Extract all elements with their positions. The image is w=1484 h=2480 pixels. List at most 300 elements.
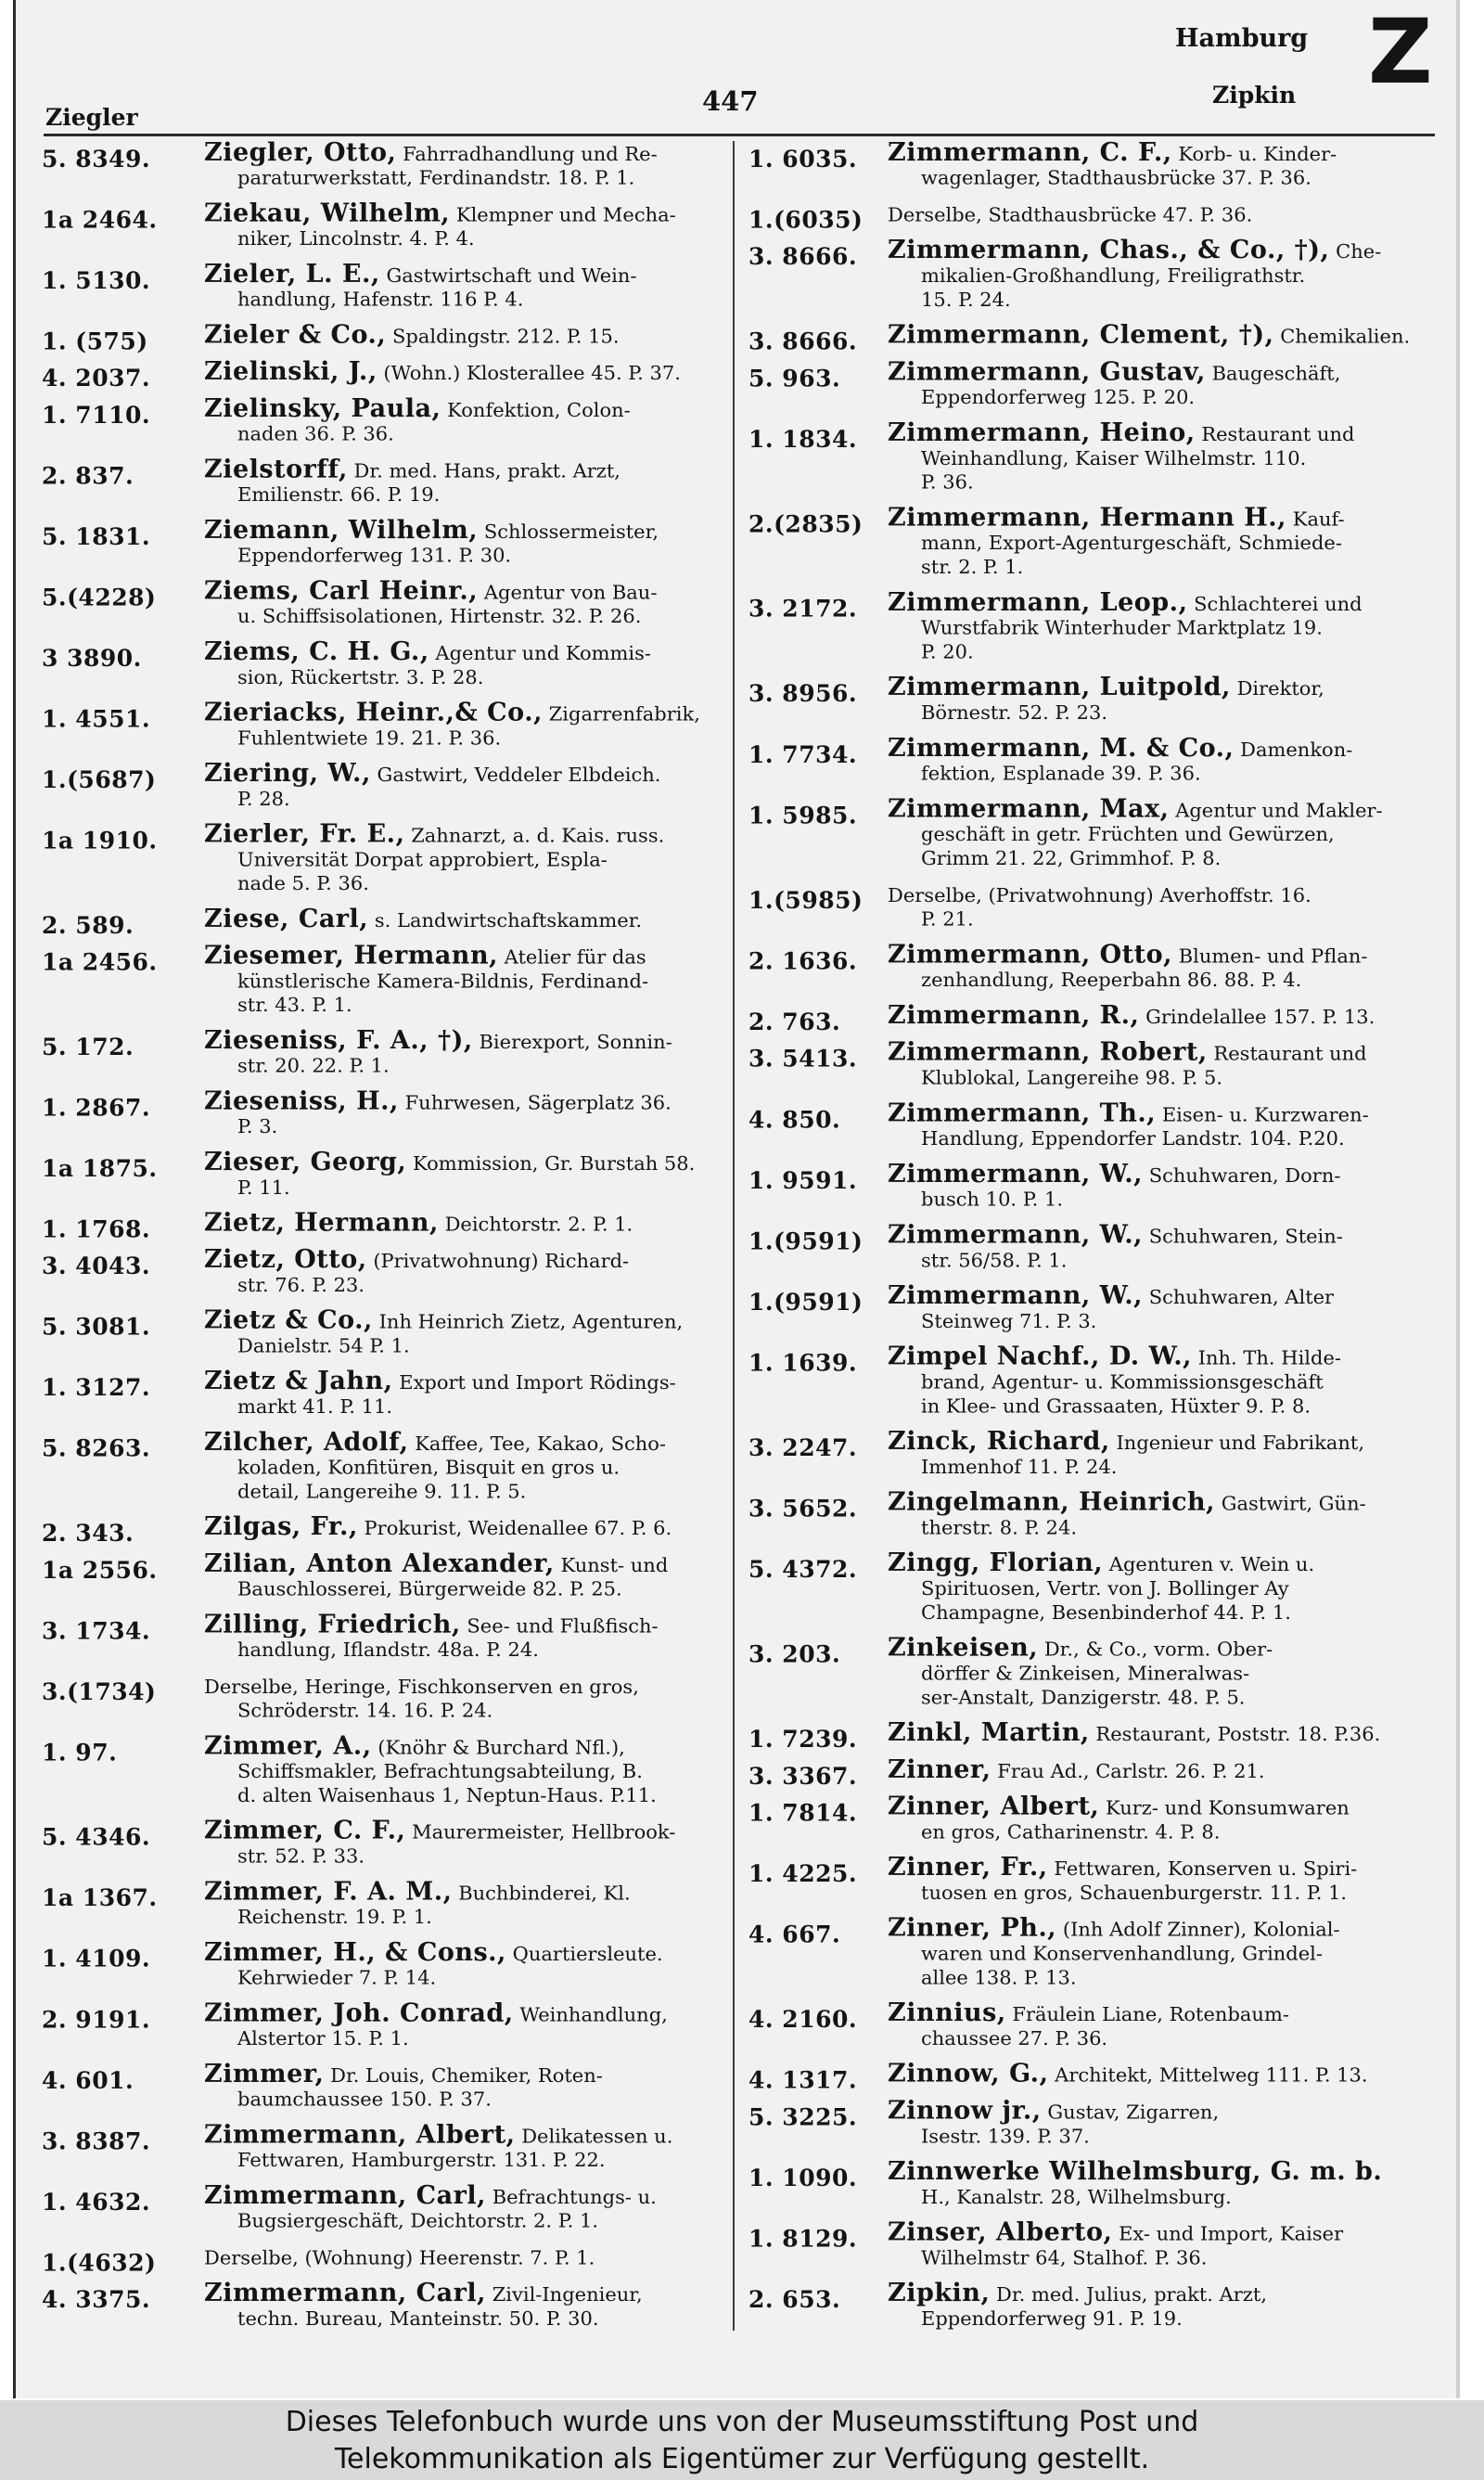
phone-number: 1. 1639. <box>748 1349 858 1377</box>
phone-number: 1. 2867. <box>42 1094 151 1122</box>
right-column <box>748 141 1442 2331</box>
entry-detail: Agenturen v. Wein u. <box>1108 1553 1315 1576</box>
entry-detail: Che- <box>1336 240 1382 263</box>
entry-detail: Schuhwaren, Alter <box>1148 1286 1335 1309</box>
directory-entry <box>42 1515 726 1548</box>
entry-continuation: paraturwerkstatt, Ferdinandstr. 18. P. 1. <box>237 166 635 189</box>
entry-detail: Damenkon- <box>1240 738 1353 761</box>
phone-number: 4. 1317. <box>748 2066 858 2094</box>
entry-detail: Gastwirtschaft und Wein- <box>386 264 637 287</box>
subscriber-name: Zietz, Otto, <box>204 1248 367 1274</box>
phone-number: 2. 837. <box>42 462 134 490</box>
entry-continuation: str. 20. 22. P. 1. <box>237 1054 390 1077</box>
entry-detail: (Privatwohnung) Richard- <box>373 1250 630 1273</box>
entry-continuation: fektion, Esplanade 39. P. 36. <box>921 762 1201 785</box>
directory-entry <box>42 2184 726 2233</box>
subscriber-name: Zimmer, H., & Cons., <box>204 1940 506 1966</box>
directory-entry <box>42 1211 726 1243</box>
phone-number: 4. 667. <box>748 1921 841 1948</box>
entry-continuation: P. 20. <box>921 640 974 663</box>
entry-detail: Gastwirt, Gün- <box>1221 1492 1366 1515</box>
entry-detail: Gustav, Zigarren, <box>1047 2101 1220 2124</box>
entry-detail: s. Landwirtschaftskammer. <box>374 908 643 932</box>
phone-number: 2. 589. <box>42 911 134 939</box>
directory-entry <box>42 1819 726 1869</box>
entry-detail: Direktor, <box>1236 677 1324 700</box>
entry-detail: Prokurist, Weidenallee 67. P. 6. <box>364 1517 672 1540</box>
entry-continuation: str. 2. P. 1. <box>921 556 1024 579</box>
directory-entry <box>748 2062 1442 2094</box>
entry-continuation: naden 36. P. 36. <box>237 422 394 445</box>
entry-detail: Kommission, Gr. Burstah 58. <box>413 1152 696 1175</box>
entry-continuation: Champagne, Besenbinderhof 44. P. 1. <box>921 1601 1291 1624</box>
subscriber-name: Zieler, L. E., <box>204 263 380 288</box>
entry-continuation: P. 28. <box>237 787 290 810</box>
directory-entry <box>748 2160 1442 2209</box>
subscriber-name: Zimmermann, Th., <box>888 1101 1157 1127</box>
directory-entry <box>42 202 726 251</box>
phone-number: 2. 343. <box>42 1520 134 1548</box>
entry-detail: Weinhandlung, <box>519 2003 668 2026</box>
subscriber-name: Zielinski, J., <box>204 360 377 386</box>
directory-entry <box>748 2100 1442 2149</box>
directory-entry <box>748 675 1442 725</box>
entry-continuation: u. Schiffsisolationen, Hirtenstr. 32. P. 26. <box>237 605 642 628</box>
entry-detail: Agentur und Makler- <box>1175 799 1383 822</box>
entry-detail: Restaurant und <box>1213 1042 1367 1065</box>
phone-number: 4. 850. <box>748 1106 841 1134</box>
phone-number: 5. 963. <box>748 365 841 392</box>
phone-number: 3 3890. <box>42 645 142 672</box>
entry-continuation: Börnestr. 52. P. 23. <box>921 701 1108 725</box>
directory-entry <box>42 519 726 568</box>
entry-detail: Buchbinderei, Kl. <box>458 1882 631 1905</box>
directory-entry <box>42 2245 726 2277</box>
directory-entry <box>748 1795 1442 1844</box>
directory-entry <box>42 1613 726 1662</box>
entry-continuation: Handlung, Eppendorfer Landstr. 104. P.20. <box>921 1127 1345 1150</box>
entry-continuation: mann, Export-Agenturgeschäft, Schmiede- <box>921 532 1342 555</box>
subscriber-name: Zietz & Jahn, <box>204 1369 393 1395</box>
entry-continuation: Klublokal, Langereihe 98. P. 5. <box>921 1066 1223 1089</box>
directory-entry <box>42 2124 726 2173</box>
directory-entry <box>748 2221 1442 2270</box>
entry-detail: Derselbe, Stadthausbrücke 47. P. 36. <box>888 203 1253 226</box>
directory-entry <box>748 1041 1442 1090</box>
phone-number: 1a 2456. <box>42 948 158 976</box>
phone-number: 1. 4109. <box>42 1945 151 1972</box>
phone-number: 4. 2160. <box>748 2006 858 2034</box>
entry-detail: See- und Flußfisch- <box>467 1614 659 1638</box>
subscriber-name: Zimmer, Joh. Conrad, <box>204 2001 514 2027</box>
phone-number: 1. 7734. <box>748 740 858 768</box>
entry-continuation: markt 41. P. 11. <box>237 1395 393 1419</box>
directory-entry <box>748 798 1442 871</box>
subscriber-name: Zieseniss, F. A., †), <box>204 1029 473 1054</box>
subscriber-name: Zieriacks, Heinr.,& Co., <box>204 700 543 726</box>
entry-detail: Kurz- und Konsumwaren <box>1106 1796 1350 1819</box>
phone-number: 5. 172. <box>42 1034 134 1060</box>
directory-entry <box>42 323 726 355</box>
subscriber-name: Zimmermann, C. F., <box>888 141 1172 166</box>
entry-continuation: Immenhof 11. P. 24. <box>921 1456 1118 1478</box>
entry-detail: Inh. Th. Hilde- <box>1197 1346 1341 1369</box>
entry-detail: Grindelallee 157. P. 13. <box>1145 1006 1375 1028</box>
subscriber-name: Ziering, W., <box>204 762 371 787</box>
phone-number: 3. 1734. <box>42 1617 151 1645</box>
phone-number: 1. 7814. <box>748 1799 858 1827</box>
entry-detail: Baugeschäft, <box>1211 362 1341 385</box>
entry-detail: Fettwaren, Konserven u. Spiri- <box>1054 1857 1358 1881</box>
entry-detail: Klempner und Mecha- <box>455 203 676 226</box>
entry-detail: Derselbe, (Wohnung) Heerenstr. 7. P. 1. <box>204 2246 595 2269</box>
subscriber-name: Zingg, Florian, <box>888 1551 1104 1577</box>
directory-entry <box>42 1090 726 1139</box>
entry-detail: (Inh Adolf Zinner), Kolonial- <box>1062 1918 1340 1941</box>
subscriber-name: Ziegler, Otto, <box>204 141 397 166</box>
phone-number: 3.(1734) <box>42 1677 157 1705</box>
entry-detail: Derselbe, Heringe, Fischkonserven en gros, <box>204 1676 639 1698</box>
entry-detail: Fräulein Liane, Rotenbaum- <box>1012 2003 1289 2026</box>
entry-continuation: baumchaussee 150. P. 37. <box>237 2088 492 2111</box>
entry-detail: Kaffee, Tee, Kakao, Scho- <box>415 1432 667 1455</box>
phone-number: 4. 2037. <box>42 365 151 392</box>
entry-continuation: Reichenstr. 19. P. 1. <box>237 1906 432 1929</box>
entry-continuation: Isestr. 139. P. 37. <box>921 2125 1090 2148</box>
entry-continuation: therstr. 8. P. 24. <box>921 1516 1078 1539</box>
subscriber-name: Zinnius, <box>888 2001 1006 2027</box>
directory-entry <box>42 580 726 629</box>
phone-number: 3. 2172. <box>748 595 858 623</box>
subscriber-name: Zimmer, C. F., <box>204 1818 406 1844</box>
phone-number: 1.(5687) <box>42 766 157 793</box>
entry-detail: Gastwirt, Veddeler Elbdeich. <box>377 764 661 786</box>
entry-continuation: Eppendorferweg 131. P. 30. <box>237 544 512 567</box>
phone-number: 3. 8387. <box>42 2127 151 2155</box>
directory-entry <box>42 640 726 689</box>
entry-continuation: waren und Konservenhandlung, Grindel- <box>921 1942 1323 1965</box>
phone-number: 2. 653. <box>748 2286 841 2314</box>
subscriber-name: Zimmermann, Clement, †), <box>888 323 1274 349</box>
phone-number: 1. (575) <box>42 328 148 355</box>
entry-detail: Dr., & Co., vorm. Ober- <box>1043 1638 1273 1661</box>
subscriber-name: Zilgas, Fr., <box>204 1515 358 1541</box>
phone-number: 1a 1367. <box>42 1884 158 1912</box>
entry-detail: Eisen- u. Kurzwaren- <box>1161 1103 1369 1126</box>
directory-entry <box>42 1735 726 1807</box>
phone-number: 1.(5985) <box>748 886 864 914</box>
phone-number: 1a 1875. <box>42 1155 158 1182</box>
subscriber-name: Zimmermann, R., <box>888 1004 1140 1029</box>
entry-continuation: d. alten Waisenhaus 1, Neptun-Haus. P.11. <box>237 1784 657 1806</box>
ownership-notice-line-2: Telekommunikation als Eigentümer zur Verfügung gestellt. <box>334 2443 1150 2475</box>
directory-entry <box>748 882 1442 932</box>
subscriber-name: Zimmermann, Heino, <box>888 421 1196 446</box>
entry-detail: Schlachterei und <box>1194 592 1362 615</box>
phone-number: 3. 5413. <box>748 1045 858 1073</box>
entry-continuation: handlung, Iflandstr. 48a. P. 24. <box>237 1638 539 1662</box>
subscriber-name: Zinner, Ph., <box>888 1916 1057 1942</box>
subscriber-name: Ziems, C. H. G., <box>204 640 429 665</box>
phone-number: 3. 3367. <box>748 1762 858 1790</box>
entry-detail: Blumen- und Pflan- <box>1178 944 1368 968</box>
subscriber-name: Zieser, Georg, <box>204 1150 407 1176</box>
entry-detail: Deichtorstr. 2. P. 1. <box>444 1213 633 1236</box>
phone-number: 5. 4372. <box>748 1556 858 1584</box>
entry-continuation: en gros, Catharinenstr. 4. P. 8. <box>921 1820 1221 1844</box>
entry-continuation: Grimm 21. 22, Grimmhof. P. 8. <box>921 847 1222 870</box>
entry-continuation: mikalien-Großhandlung, Freiligrathstr. <box>921 264 1306 288</box>
phone-number: 1.(6035) <box>748 206 864 234</box>
entry-continuation: geschäft in getr. Früchten und Gewürzen, <box>921 823 1335 846</box>
entry-continuation: Bauschlosserei, Bürgerweide 82. P. 25. <box>237 1577 622 1600</box>
directory-entry <box>42 360 726 392</box>
directory-entry <box>748 1757 1442 1790</box>
column-divider <box>733 141 735 2331</box>
directory-entry <box>42 1248 726 1297</box>
header-first-entry: Ziegler <box>45 104 138 131</box>
directory-entry <box>42 397 726 446</box>
entry-detail: Dr. Louis, Chemiker, Roten- <box>330 2063 603 2087</box>
directory-entry <box>42 944 726 1017</box>
entry-detail: Ex- und Import, Kaiser <box>1119 2222 1344 2245</box>
phone-number: 2.(2835) <box>748 510 864 538</box>
entry-continuation: chaussee 27. P. 36. <box>921 2027 1108 2050</box>
subscriber-name: Zilcher, Adolf, <box>204 1430 409 1456</box>
phone-number: 4. 3375. <box>42 2286 151 2314</box>
phone-number: 1.(9591) <box>748 1289 864 1316</box>
subscriber-name: Zingelmann, Heinrich, <box>888 1490 1216 1516</box>
directory-entry <box>42 2062 726 2112</box>
entry-continuation: brand, Agentur- u. Kommissionsgeschäft <box>921 1370 1324 1394</box>
directory-entry <box>748 361 1442 410</box>
entry-detail: Fuhrwesen, Sägerplatz 36. <box>404 1091 672 1114</box>
directory-entry <box>748 1491 1442 1540</box>
directory-entry <box>748 421 1442 495</box>
phone-number: 1. 1768. <box>42 1215 151 1243</box>
entry-continuation: zenhandlung, Reeperbahn 86. 88. P. 4. <box>921 969 1302 992</box>
entry-continuation: niker, Lincolnstr. 4. P. 4. <box>237 227 475 251</box>
entry-continuation: Schröderstr. 14. 16. P. 24. <box>237 1699 493 1722</box>
header-city: Hamburg <box>1175 24 1309 53</box>
directory-entry <box>748 2001 1442 2050</box>
directory-entry <box>42 1880 726 1929</box>
ownership-notice <box>0 2400 1484 2480</box>
directory-entry <box>42 263 726 312</box>
entry-continuation: str. 56/58. P. 1. <box>921 1249 1068 1272</box>
entry-detail: Schlossermeister, <box>483 520 659 543</box>
subscriber-name: Zimmermann, Albert, <box>204 2123 516 2149</box>
subscriber-name: Zinkeisen, <box>888 1636 1039 1662</box>
phone-number: 1.(4632) <box>42 2249 157 2277</box>
directory-entry <box>748 1551 1442 1625</box>
entry-continuation: P. 3. <box>237 1115 278 1138</box>
directory-entry <box>42 1309 726 1358</box>
directory-entry <box>748 591 1442 664</box>
entry-continuation: dörffer & Zinkeisen, Mineralwas- <box>921 1662 1250 1685</box>
entry-detail: Derselbe, (Privatwohnung) Averhoffstr. 16. <box>888 883 1311 906</box>
phone-number: 1. 7239. <box>748 1726 858 1753</box>
phone-number: 3. 8666. <box>748 243 858 271</box>
directory-entry <box>42 141 726 190</box>
entry-detail: Atelier für das <box>504 945 646 969</box>
subscriber-name: Zimmermann, W., <box>888 1163 1144 1188</box>
entry-detail: Restaurant, Poststr. 18. P.36. <box>1095 1723 1381 1746</box>
phone-number: 5. 8349. <box>42 145 151 173</box>
entry-continuation: künstlerische Kamera-Bildnis, Ferdinand- <box>237 970 649 993</box>
subscriber-name: Zinnow, G., <box>888 2062 1049 2088</box>
phone-number: 5. 8263. <box>42 1434 151 1462</box>
phone-number: 1a 1910. <box>42 827 158 855</box>
phone-number: 1. 1090. <box>748 2165 858 2191</box>
header-letter: Z <box>1368 0 1433 104</box>
entry-detail: Kunst- und <box>560 1553 669 1576</box>
directory-entry <box>748 1721 1442 1753</box>
entry-continuation: ser-Anstalt, Danzigerstr. 48. P. 5. <box>921 1686 1246 1709</box>
phone-number: 1. 3127. <box>42 1374 151 1402</box>
entry-continuation: P. 11. <box>237 1176 290 1199</box>
phone-number: 5. 4346. <box>42 1823 151 1851</box>
phone-number: 3. 5652. <box>748 1495 858 1523</box>
entry-continuation: P. 36. <box>921 470 974 494</box>
entry-detail: Kauf- <box>1292 508 1345 531</box>
entry-continuation: Universität Dorpat approbiert, Espla- <box>237 848 608 871</box>
phone-number: 1. 6035. <box>748 145 858 173</box>
subscriber-name: Zinkl, Martin, <box>888 1721 1090 1747</box>
subscriber-name: Zinser, Alberto, <box>888 2220 1113 2246</box>
entry-detail: (Wohn.) Klosterallee 45. P. 37. <box>383 362 681 385</box>
subscriber-name: Zielstorff, <box>204 457 348 483</box>
phone-number: 1. 8129. <box>748 2225 858 2253</box>
phone-number: 4. 601. <box>42 2066 134 2094</box>
directory-entry <box>42 458 726 508</box>
directory-entry <box>748 1430 1442 1479</box>
subscriber-name: Ziems, Carl Heinr., <box>204 579 479 605</box>
directory-entry <box>748 1004 1442 1035</box>
directory-entry <box>748 1224 1442 1273</box>
entry-continuation: Wilhelmstr 64, Stalhof. P. 36. <box>921 2246 1208 2269</box>
entry-continuation: allee 138. P. 13. <box>921 1966 1077 1989</box>
entry-continuation: Eppendorferweg 91. P. 19. <box>921 2307 1183 2331</box>
phone-number: 3. 2247. <box>748 1434 858 1461</box>
entry-continuation: Kehrwieder 7. P. 14. <box>237 1966 437 1989</box>
directory-entry <box>42 1552 726 1601</box>
phone-number: 3. 8666. <box>748 328 858 355</box>
directory-entry <box>42 907 726 939</box>
directory-entry <box>42 1674 726 1723</box>
directory-entry <box>748 1637 1442 1710</box>
entry-continuation: Schiffsmakler, Befrachtungsabteilung, B. <box>237 1760 643 1783</box>
directory-entry <box>42 2001 726 2050</box>
subscriber-name: Ziese, Carl, <box>204 907 369 932</box>
entry-detail: Agentur und Kommis- <box>435 642 652 664</box>
subscriber-name: Zimmermann, Leop., <box>888 590 1188 616</box>
entry-continuation: Weinhandlung, Kaiser Wilhelmstr. 110. <box>921 446 1307 469</box>
subscriber-name: Zimpel Nachf., D. W., <box>888 1344 1193 1370</box>
directory-entry <box>748 944 1442 993</box>
entry-continuation: Emilienstr. 66. P. 19. <box>237 483 441 507</box>
phone-number: 3. 203. <box>748 1640 841 1668</box>
entry-detail: Konfektion, Colon- <box>447 398 631 421</box>
entry-continuation: nade 5. P. 36. <box>237 872 369 895</box>
subscriber-name: Zimmermann, Carl, <box>204 2281 486 2307</box>
phone-number: 2. 763. <box>748 1009 841 1035</box>
subscriber-name: Ziekau, Wilhelm, <box>204 201 451 227</box>
entry-detail: Export und Import Rödings- <box>399 1371 676 1394</box>
entry-detail: Bierexport, Sonnin- <box>479 1031 672 1053</box>
subscriber-name: Zimmermann, Carl, <box>204 2184 486 2209</box>
phone-number: 5. 3225. <box>748 2103 858 2131</box>
entry-detail: Fahrradhandlung und Re- <box>403 142 658 165</box>
entry-detail: Delikatessen u. <box>521 2125 673 2148</box>
subscriber-name: Zinner, Albert, <box>888 1794 1100 1820</box>
subscriber-name: Zimmer, <box>204 2062 325 2088</box>
entry-continuation: Bugsiergeschäft, Deichtorstr. 2. P. 1. <box>237 2209 599 2232</box>
subscriber-name: Zimmermann, Otto, <box>888 943 1173 969</box>
subscriber-name: Ziemann, Wilhelm, <box>204 519 479 544</box>
phone-number: 1. 1834. <box>748 426 858 453</box>
entry-detail: Frau Ad., Carlstr. 26. P. 21. <box>997 1759 1265 1782</box>
page-number: 447 <box>702 85 759 117</box>
entry-continuation: str. 52. P. 33. <box>237 1844 365 1868</box>
subscriber-name: Zimmermann, Luitpold, <box>888 675 1231 701</box>
subscriber-name: Zimmermann, Hermann H., <box>888 506 1287 532</box>
entry-continuation: Wurstfabrik Winterhuder Marktplatz 19. <box>921 616 1323 639</box>
entry-detail: Zigarrenfabrik, <box>548 702 700 726</box>
subscriber-name: Zinner, Fr., <box>888 1856 1048 1882</box>
subscriber-name: Zimmermann, Max, <box>888 797 1170 823</box>
directory-entry <box>748 238 1442 312</box>
entry-detail: Chemikalien. <box>1280 325 1411 348</box>
entry-continuation: tuosen en gros, Schauenburgerstr. 11. P. 1. <box>921 1882 1348 1904</box>
entry-detail: Schuhwaren, Stein- <box>1148 1225 1343 1248</box>
ownership-notice-line-1: Dieses Telefonbuch wurde uns von der Museumsstiftung Post und <box>285 2406 1199 2438</box>
entry-detail: Zahnarzt, a. d. Kais. russ. <box>411 824 665 847</box>
directory-entry <box>748 323 1442 355</box>
entry-continuation: handlung, Hafenstr. 116 P. 4. <box>237 288 524 311</box>
subscriber-name: Zilian, Anton Alexander, <box>204 1551 555 1577</box>
entry-detail: Dr. med. Julius, prakt. Arzt, <box>996 2283 1268 2307</box>
directory-entry <box>42 1029 726 1078</box>
entry-detail: Architekt, Mittelweg 111. P. 13. <box>1055 2063 1368 2087</box>
subscriber-name: Zimmermann, W., <box>888 1223 1144 1249</box>
subscriber-name: Zietz & Co., <box>204 1308 373 1334</box>
directory-entry <box>748 202 1442 234</box>
entry-detail: Agentur von Bau- <box>483 581 658 604</box>
subscriber-name: Zimmermann, Chas., & Co., †), <box>888 238 1330 264</box>
phone-number: 2. 9191. <box>42 2006 151 2034</box>
subscriber-name: Zieler & Co., <box>204 323 387 349</box>
directory-entry <box>42 823 726 895</box>
phone-number: 1. 5130. <box>42 267 151 294</box>
entry-detail: Restaurant und <box>1201 423 1355 445</box>
directory-entry <box>42 762 726 811</box>
subscriber-name: Zipkin, <box>888 2281 991 2307</box>
subscriber-name: Zilling, Friedrich, <box>204 1613 461 1638</box>
entry-continuation: str. 43. P. 1. <box>237 994 352 1017</box>
directory-entry <box>748 2281 1442 2331</box>
subscriber-name: Zielinsky, Paula, <box>204 396 441 422</box>
directory-entry <box>42 1150 726 1200</box>
phone-number: 1. 7110. <box>42 401 151 429</box>
directory-entry <box>748 1101 1442 1150</box>
directory-entry <box>748 1917 1442 1990</box>
subscriber-name: Zinner, <box>888 1757 991 1783</box>
phone-number: 1. 9591. <box>748 1166 858 1194</box>
subscriber-name: Zinnow jr., <box>888 2099 1042 2125</box>
phone-number: 5. 3081. <box>42 1313 151 1341</box>
phone-number: 1. 4225. <box>748 1860 858 1888</box>
